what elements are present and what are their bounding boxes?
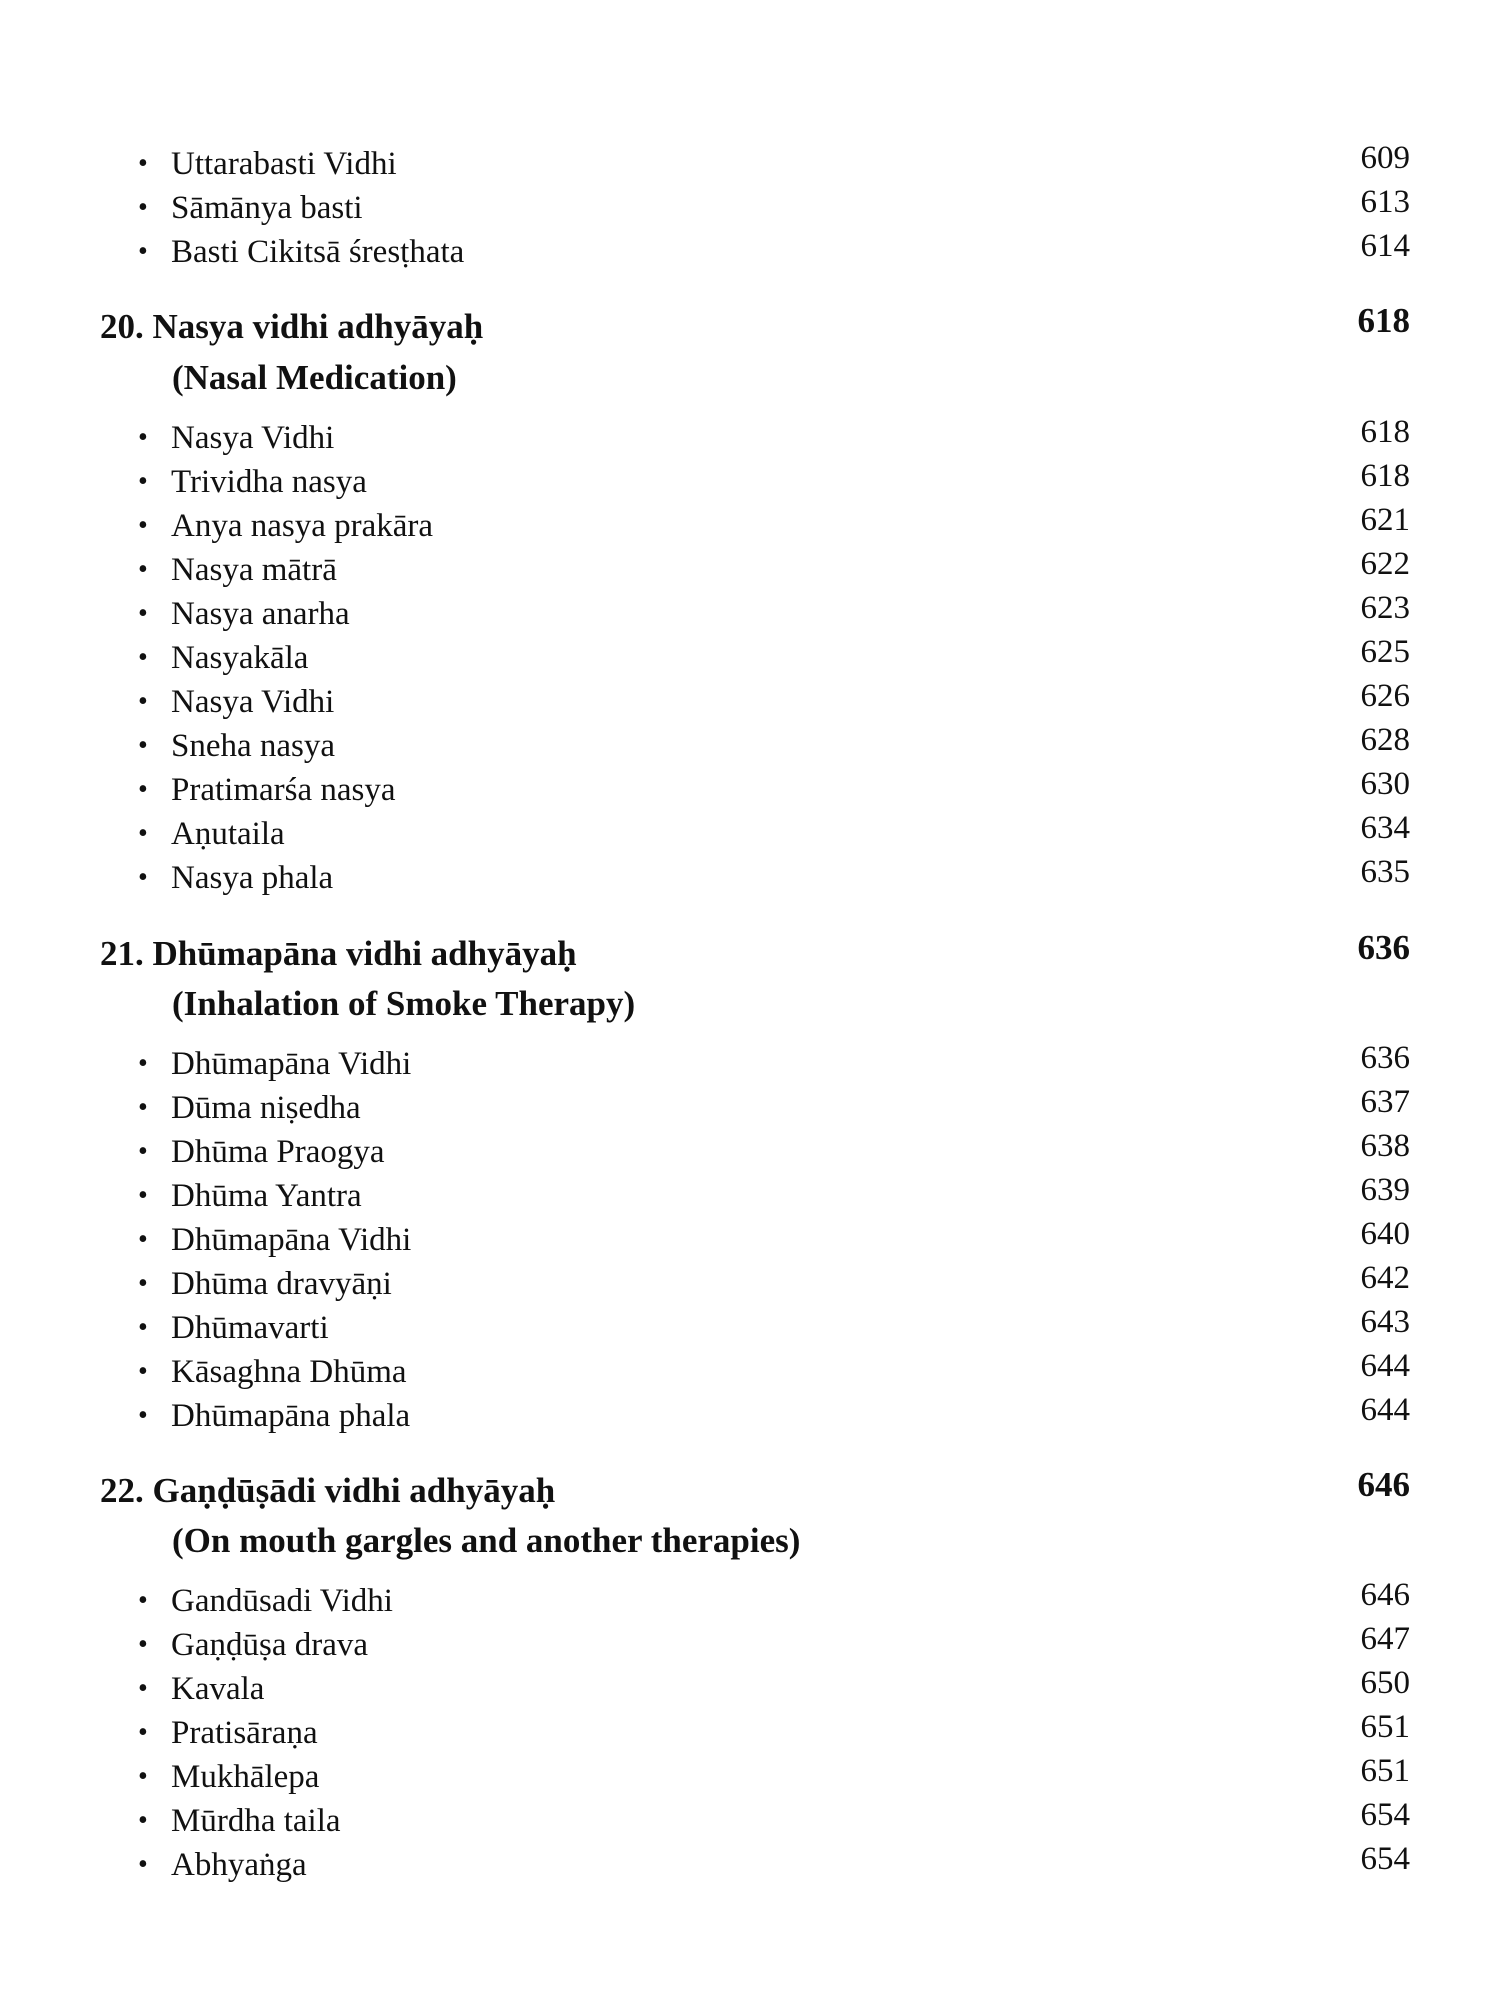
entry-page-number: 654 <box>1360 1841 1410 1877</box>
entry-page-number: 609 <box>1360 140 1410 176</box>
toc-entry <box>0 812 1500 856</box>
toc-entry <box>0 1130 1500 1174</box>
entry-label: Gaṇḍūṣa drava <box>171 1627 369 1663</box>
entry-label: Sneha nasya <box>171 728 336 764</box>
bullet: • <box>138 1312 148 1343</box>
entry-label: Dhūma dravyāṇi <box>171 1266 392 1302</box>
entry-page-number: 622 <box>1360 546 1410 582</box>
bullet: • <box>138 148 148 179</box>
entry-label: Abhyaṅga <box>171 1847 307 1883</box>
entry-page-number: 639 <box>1360 1172 1410 1208</box>
entry-label: Dūma niṣedha <box>171 1090 361 1126</box>
entry-page-number: 651 <box>1360 1709 1410 1745</box>
bullet: • <box>138 1356 148 1387</box>
bullet: • <box>138 1268 148 1299</box>
bullet: • <box>138 774 148 805</box>
chapter-heading <box>0 1465 1500 1513</box>
entry-label: Kāsaghna Dhūma <box>171 1354 407 1390</box>
bullet: • <box>138 236 148 267</box>
toc-entry <box>0 1843 1500 1887</box>
chapter-page-number: 646 <box>1357 1465 1410 1504</box>
bullet: • <box>138 686 148 717</box>
toc-entry <box>0 1350 1500 1394</box>
bullet: • <box>138 1136 148 1167</box>
bullet: • <box>138 642 148 673</box>
chapter-subtitle <box>0 1519 1500 1563</box>
entry-page-number: 644 <box>1360 1392 1410 1428</box>
entry-page-number: 634 <box>1360 810 1410 846</box>
toc-entry <box>0 636 1500 680</box>
toc-entry <box>0 142 1500 186</box>
entry-label: Uttarabasti Vidhi <box>171 146 397 182</box>
entry-label: Pratisāraṇa <box>171 1715 318 1751</box>
toc-entry <box>0 1799 1500 1843</box>
entry-page-number: 643 <box>1360 1304 1410 1340</box>
entry-label: Dhūmavarti <box>171 1310 329 1346</box>
toc-entry <box>0 1394 1500 1438</box>
entry-label: Pratimarśa nasya <box>171 772 396 808</box>
entry-label: Nasya Vidhi <box>171 420 335 456</box>
entry-page-number: 618 <box>1360 414 1410 450</box>
bullet: • <box>138 192 148 223</box>
toc-entry <box>0 186 1500 230</box>
entry-label: Nasyakāla <box>171 640 309 676</box>
toc-entry <box>0 1755 1500 1799</box>
toc-entry <box>0 680 1500 724</box>
chapter-page-number: 618 <box>1357 301 1410 340</box>
chapter-subtitle <box>0 356 1500 400</box>
bullet: • <box>138 730 148 761</box>
bullet: • <box>138 1761 148 1792</box>
toc-entry <box>0 856 1500 900</box>
chapter-heading <box>0 301 1500 349</box>
bullet: • <box>138 1717 148 1748</box>
bullet: • <box>138 1224 148 1255</box>
entry-label: Trividha nasya <box>171 464 367 500</box>
toc-entry <box>0 416 1500 460</box>
bullet: • <box>138 1629 148 1660</box>
bullet: • <box>138 1048 148 1079</box>
entry-page-number: 625 <box>1360 634 1410 670</box>
chapter-title: 22. Gaṇḍūṣādi vidhi adhyāyaḥ <box>100 1471 556 1510</box>
entry-page-number: 630 <box>1360 766 1410 802</box>
bullet: • <box>138 1849 148 1880</box>
entry-label: Dhūmapāna Vidhi <box>171 1222 412 1258</box>
chapter-page-number: 636 <box>1357 928 1410 967</box>
bullet: • <box>138 1180 148 1211</box>
toc-entry <box>0 724 1500 768</box>
bullet: • <box>138 862 148 893</box>
chapter-title: 20. Nasya vidhi adhyāyaḥ <box>100 307 484 346</box>
chapter-subtitle-text: (Nasal Medication) <box>172 358 457 397</box>
bullet: • <box>138 1092 148 1123</box>
entry-page-number: 635 <box>1360 854 1410 890</box>
entry-label: Gandūsadi Vidhi <box>171 1583 393 1619</box>
bullet: • <box>138 1400 148 1431</box>
entry-label: Dhūmapāna phala <box>171 1398 411 1434</box>
entry-page-number: 650 <box>1360 1665 1410 1701</box>
entry-page-number: 621 <box>1360 502 1410 538</box>
toc-entry <box>0 1262 1500 1306</box>
entry-page-number: 636 <box>1360 1040 1410 1076</box>
entry-page-number: 642 <box>1360 1260 1410 1296</box>
entry-label: Mukhālepa <box>171 1759 320 1795</box>
entry-page-number: 654 <box>1360 1797 1410 1833</box>
entry-label: Anya nasya prakāra <box>171 508 434 544</box>
entry-page-number: 613 <box>1360 184 1410 220</box>
toc-entry <box>0 548 1500 592</box>
entry-page-number: 638 <box>1360 1128 1410 1164</box>
entry-page-number: 644 <box>1360 1348 1410 1384</box>
entry-label: Nasya phala <box>171 860 334 896</box>
toc-entry <box>0 504 1500 548</box>
entry-label: Sāmānya basti <box>171 190 363 226</box>
entry-page-number: 626 <box>1360 678 1410 714</box>
entry-page-number: 618 <box>1360 458 1410 494</box>
toc-entry <box>0 1579 1500 1623</box>
entry-label: Dhūmapāna Vidhi <box>171 1046 412 1082</box>
entry-page-number: 628 <box>1360 722 1410 758</box>
toc-entry <box>0 1174 1500 1218</box>
bullet: • <box>138 818 148 849</box>
toc-entry <box>0 230 1500 274</box>
toc-entry <box>0 1042 1500 1086</box>
toc-entry <box>0 1623 1500 1667</box>
entry-label: Kavala <box>171 1671 265 1707</box>
bullet: • <box>138 598 148 629</box>
entry-label: Nasya anarha <box>171 596 350 632</box>
toc-entry <box>0 768 1500 812</box>
bullet: • <box>138 1805 148 1836</box>
entry-page-number: 647 <box>1360 1621 1410 1657</box>
entry-page-number: 651 <box>1360 1753 1410 1789</box>
entry-page-number: 614 <box>1360 228 1410 264</box>
chapter-subtitle <box>0 982 1500 1026</box>
entry-label: Dhūma Yantra <box>171 1178 362 1214</box>
bullet: • <box>138 1585 148 1616</box>
bullet: • <box>138 1673 148 1704</box>
bullet: • <box>138 466 148 497</box>
chapter-subtitle-text: (On mouth gargles and another therapies) <box>172 1521 801 1560</box>
entry-label: Nasya Vidhi <box>171 684 335 720</box>
toc-entry <box>0 1086 1500 1130</box>
toc-entry <box>0 1667 1500 1711</box>
entry-page-number: 623 <box>1360 590 1410 626</box>
bullet: • <box>138 422 148 453</box>
chapter-title: 21. Dhūmapāna vidhi adhyāyaḥ <box>100 934 577 973</box>
chapter-subtitle-text: (Inhalation of Smoke Therapy) <box>172 984 636 1023</box>
bullet: • <box>138 554 148 585</box>
toc-entry <box>0 1711 1500 1755</box>
entry-label: Mūrdha taila <box>171 1803 341 1839</box>
toc-entry <box>0 1218 1500 1262</box>
toc-entry <box>0 592 1500 636</box>
entry-label: Dhūma Praogya <box>171 1134 385 1170</box>
entry-label: Basti Cikitsā śresṭhata <box>171 234 465 270</box>
entry-label: Aṇutaila <box>171 816 285 852</box>
bullet: • <box>138 510 148 541</box>
entry-label: Nasya mātrā <box>171 552 337 588</box>
entry-page-number: 640 <box>1360 1216 1410 1252</box>
entry-page-number: 646 <box>1360 1577 1410 1613</box>
entry-page-number: 637 <box>1360 1084 1410 1120</box>
toc-entry <box>0 460 1500 504</box>
chapter-heading <box>0 928 1500 976</box>
toc-entry <box>0 1306 1500 1350</box>
